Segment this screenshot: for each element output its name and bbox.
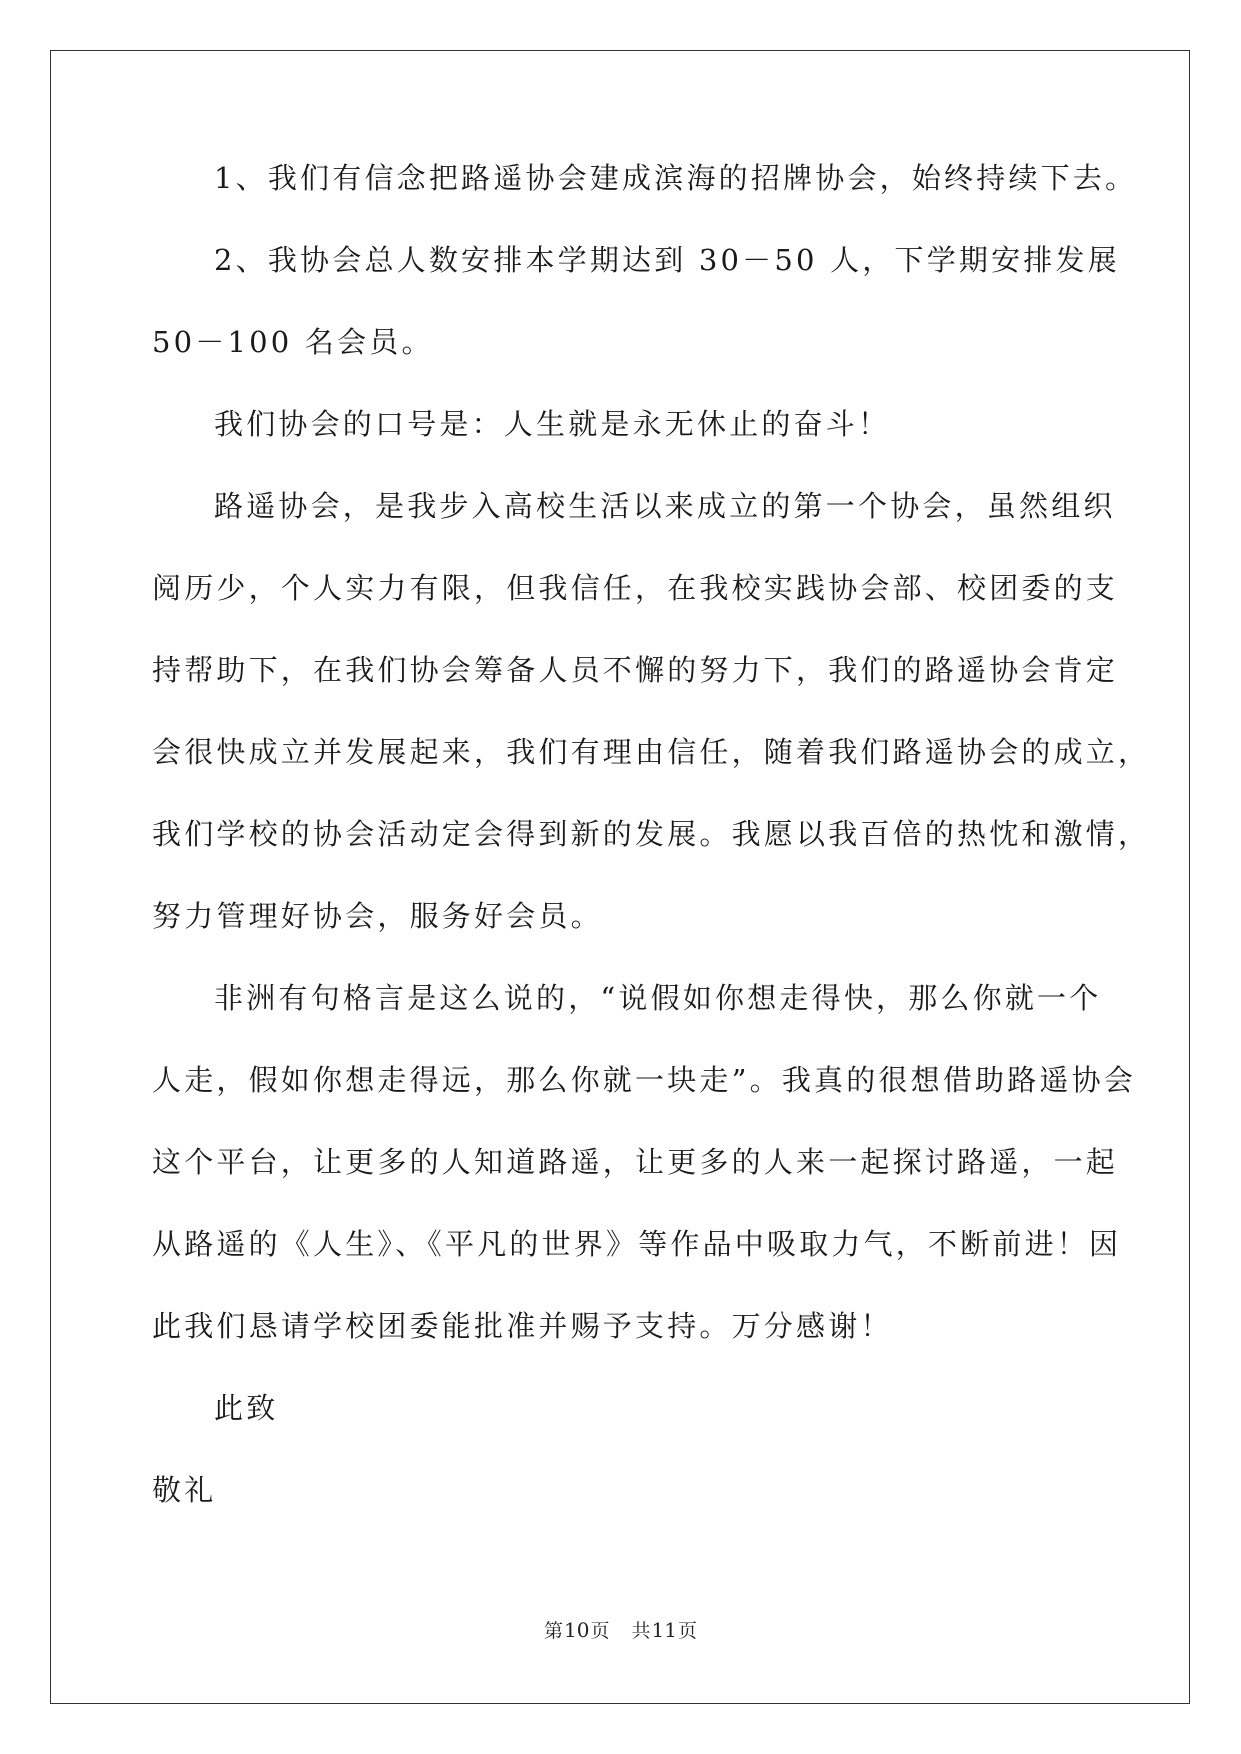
text-line: 持帮助下，在我们协会筹备人员不懈的努力下，我们的路遥协会肯定 xyxy=(152,653,1119,687)
text-line: 我们协会的口号是：人生就是永无休止的奋斗！ xyxy=(214,407,891,441)
text-line: 会很快成立并发展起来，我们有理由信任，随着我们路遥协会的成立， xyxy=(152,735,1151,769)
text-line: 1、我们有信念把路遥协会建成滨海的招牌协会，始终持续下去。 xyxy=(214,161,1138,195)
text-line: 我们学校的协会活动定会得到新的发展。我愿以我百倍的热忱和激情， xyxy=(152,817,1151,851)
text-line: 50－100 名会员。 xyxy=(152,325,434,359)
closing-regards: 敬礼 xyxy=(152,1473,217,1507)
text-line: 努力管理好协会，服务好会员。 xyxy=(152,899,603,933)
page-border xyxy=(50,50,1190,1704)
closing-salutation: 此致 xyxy=(214,1391,279,1425)
total-pages: 11 xyxy=(651,1618,677,1642)
text-line: 阅历少，个人实力有限，但我信任，在我校实践协会部、校团委的支 xyxy=(152,571,1119,605)
text-line: 从路遥的《人生》、《平凡的世界》等作品中吸取力气，不断前进！因 xyxy=(152,1227,1122,1261)
page-footer xyxy=(0,1618,1241,1643)
text-line: 2、我协会总人数安排本学期达到 30－50 人，下学期安排发展 xyxy=(214,243,1120,277)
text-line: 此我们恳请学校团委能批准并赐予支持。万分感谢！ xyxy=(152,1309,893,1343)
text-line: 这个平台，让更多的人知道路遥，让更多的人来一起探讨路遥，一起 xyxy=(152,1145,1119,1179)
text-line: 人走，假如你想走得远，那么你就一块走”。我真的很想借助路遥协会 xyxy=(152,1063,1137,1097)
total-prefix: 共 xyxy=(631,1620,651,1642)
page-suffix: 页 xyxy=(590,1620,610,1642)
page-prefix: 第 xyxy=(544,1620,564,1642)
page-number: 10 xyxy=(564,1618,590,1642)
text-line: 路遥协会，是我步入高校生活以来成立的第一个协会，虽然组织 xyxy=(214,489,1116,523)
total-suffix: 页 xyxy=(677,1620,697,1642)
text-line: 非洲有句格言是这么说的，“说假如你想走得快，那么你就一个 xyxy=(214,981,1102,1015)
